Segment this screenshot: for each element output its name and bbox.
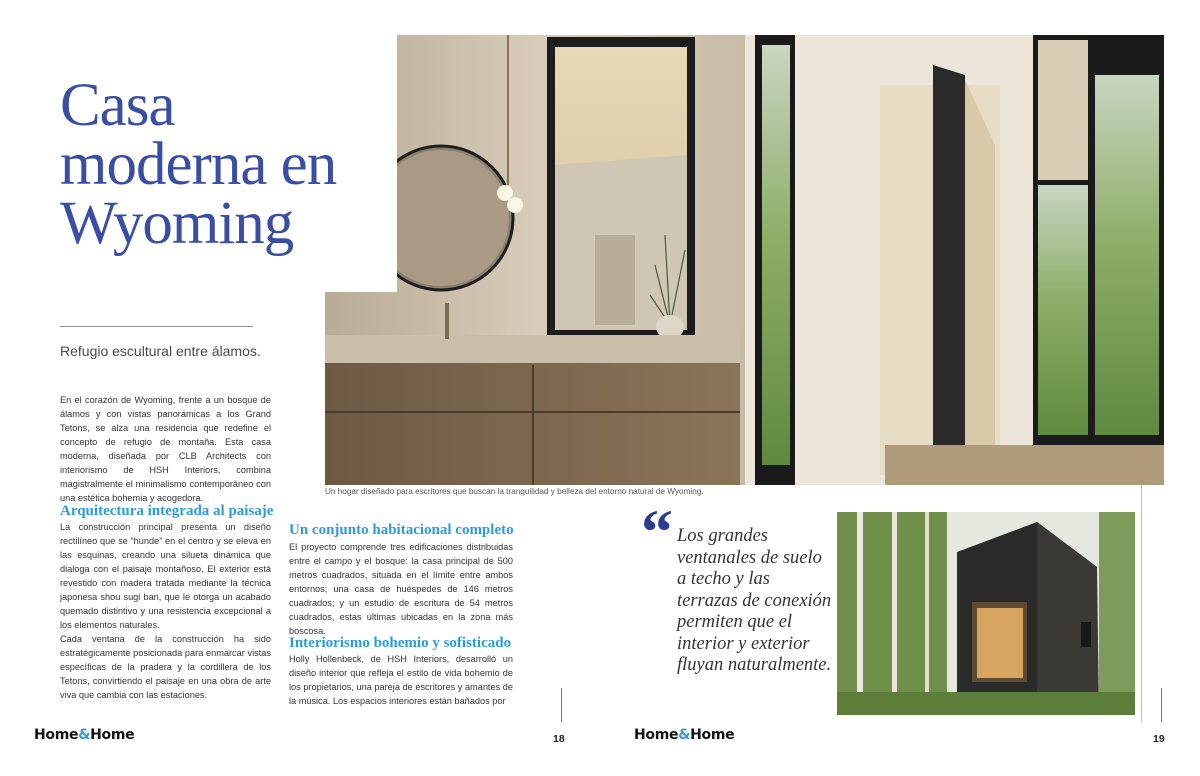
section-heading: Interiorismo bohemio y sofisticado (289, 635, 512, 651)
house-exterior-image (837, 512, 1135, 715)
title-divider (60, 326, 253, 327)
logo-word: Home (90, 727, 135, 743)
column-rule (1161, 688, 1162, 722)
title-line: moderna en (60, 131, 337, 198)
brand-logo (34, 727, 134, 743)
body-paragraph: La construcción principal presenta un diseño rectilíneo que se “hunde” en el centro y se eleva en las esquinas, creando una silueta dinámica que dialoga con el paisaje montañoso. El exterior está revestido con madera tratada mediante la técnica japonesa shou sugi ban, que le otorga un acabado quemado distintivo y una resistencia excepcional a los elementos naturales. (60, 522, 271, 630)
hero-photo (325, 35, 1164, 485)
quote-mark-icon: “ (641, 496, 673, 567)
house-exterior-photo (837, 512, 1135, 715)
body-paragraph: Holly Hollenbeck, de HSH Interiors, desarrolló un diseño interior que refleja el estilo de vida bohemio de los propietarios, una pareja de escritores y amantes de la música. Los espacios interiores están bañados por (289, 654, 513, 706)
logo-ampersand: & (78, 727, 91, 743)
bathroom-interior-image (325, 35, 1164, 485)
logo-word: Home (634, 727, 679, 743)
body-paragraph: Cada ventana de la construcción ha sido estratégicamente posicionada para enmarcar vistas específicas de la pradera y la cordillera de los Tetons, convirtiendo el paisaje en una obra de arte viva que cambia con las estaciones. (60, 634, 271, 700)
photo-caption: Un hogar diseñado para escritores que buscan la tranquilidad y belleza del entorno natural de Wyoming. (325, 487, 704, 496)
section-heading: Arquitectura integrada al paisaje (60, 503, 274, 519)
subtitle: Refugio escultural entre álamos. (60, 343, 261, 359)
column-rule (561, 688, 562, 722)
page-number: 19 (1153, 733, 1165, 745)
margin-rule (1141, 484, 1142, 722)
title-line: Wyoming (60, 190, 294, 257)
title-line: Casa (60, 72, 175, 139)
logo-ampersand: & (678, 727, 691, 743)
section-heading: Un conjunto habitacional completo (289, 522, 514, 538)
page-title (60, 72, 390, 257)
brand-logo (634, 727, 734, 743)
intro-paragraph: En el corazón de Wyoming, frente a un bosque de álamos y con vistas panorámicas a los Grand Tetons, se alza una residencia que redefine el concepto de refugio de montaña. Esta casa moderna, diseñada por CLB Architects con interiorismo de HSH Interiors, combina magistralmente el minimalismo contemporáneo con una estética bohemia y acogedora. (60, 395, 271, 503)
pull-quote: Los grandes ventanales de suelo a techo y las terrazas de conexión permiten que el interior y exterior fluyan naturalmente. (677, 526, 832, 675)
body-paragraph: El proyecto comprende tres edificaciones distribuidas entre el campo y el bosque: la casa principal de 500 metros cuadrados, situada en el límite entre ambos entornos; una casa de huéspedes de 146 metros cuadrados; y un estudio de escritura de 54 metros cuadrados, estas últimas ubicadas en la zona más boscosa. (289, 542, 513, 636)
logo-word: Home (690, 727, 735, 743)
logo-word: Home (34, 727, 79, 743)
page-number: 18 (553, 733, 565, 745)
